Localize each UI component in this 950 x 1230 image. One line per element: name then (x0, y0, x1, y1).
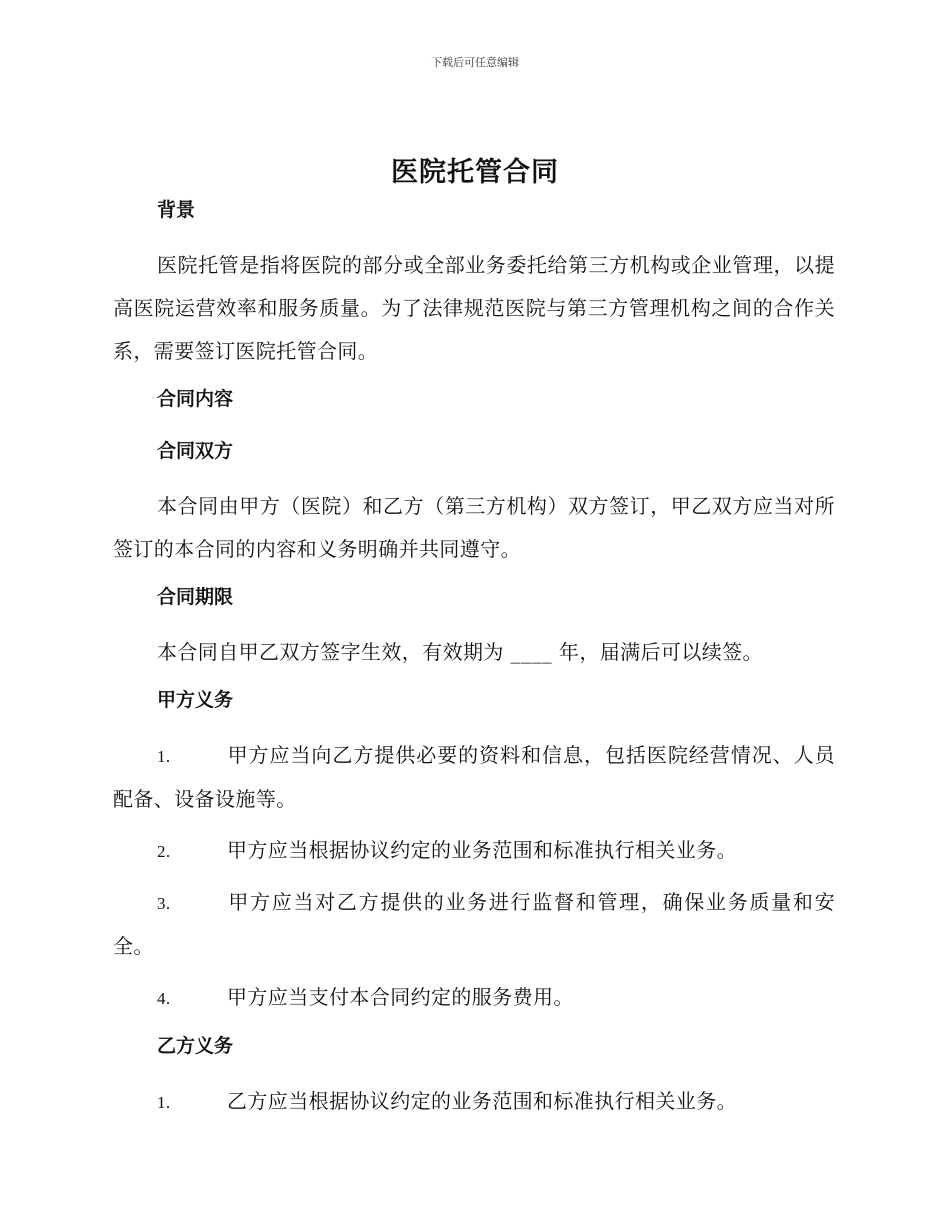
list-number: 1. (157, 747, 171, 766)
list-text: 甲方应当支付本合同约定的服务费用。 (227, 985, 574, 1009)
section-heading-term: 合同期限 (157, 586, 234, 608)
list-item (113, 829, 835, 873)
list-text: 甲方应当向乙方提供必要的资料和信息，包括医院经营情况、人员配备、设备设施等。 (113, 743, 835, 811)
section-heading-parties: 合同双方 (157, 440, 234, 462)
list-item (113, 881, 835, 968)
list-item (113, 734, 835, 821)
list-number: 2. (157, 842, 171, 861)
document-body (113, 192, 835, 1132)
list-text: 乙方应当根据协议约定的业务范围和标准执行相关业务。 (227, 1089, 737, 1113)
section-heading-contract-content: 合同内容 (157, 388, 234, 410)
list-item (113, 1080, 835, 1124)
list-number: 1. (157, 1093, 171, 1112)
paragraph-parties: 本合同由甲方（医院）和乙方（第三方机构）双方签订，甲乙双方应当对所签订的本合同的内容和义务明确并共同遵守。 (113, 494, 835, 561)
list-text: 甲方应当对乙方提供的业务进行监督和管理，确保业务质量和安全。 (113, 890, 835, 958)
paragraph-background: 医院托管是指将医院的部分或全部业务委托给第三方机构或企业管理，以提高医院运营效率和服务质量。为了法律规范医院与第三方管理机构之间的合作关系，需要签订医院托管合同。 (113, 253, 835, 363)
section-heading-background: 背景 (157, 199, 196, 221)
list-text: 甲方应当根据协议约定的业务范围和标准执行相关业务。 (227, 838, 737, 862)
section-heading-party-b-obligations: 乙方义务 (157, 1035, 234, 1057)
list-number: 4. (157, 989, 171, 1008)
document-title: 医院托管合同 (391, 157, 559, 188)
paragraph-term: 本合同自甲乙双方签字生效，有效期为 ____ 年，届满后可以续签。 (157, 640, 763, 664)
page-header: 下载后可任意编辑 (431, 56, 519, 69)
section-heading-party-a-obligations: 甲方义务 (157, 689, 234, 711)
list-number: 3. (157, 894, 171, 913)
list-item (113, 976, 835, 1020)
